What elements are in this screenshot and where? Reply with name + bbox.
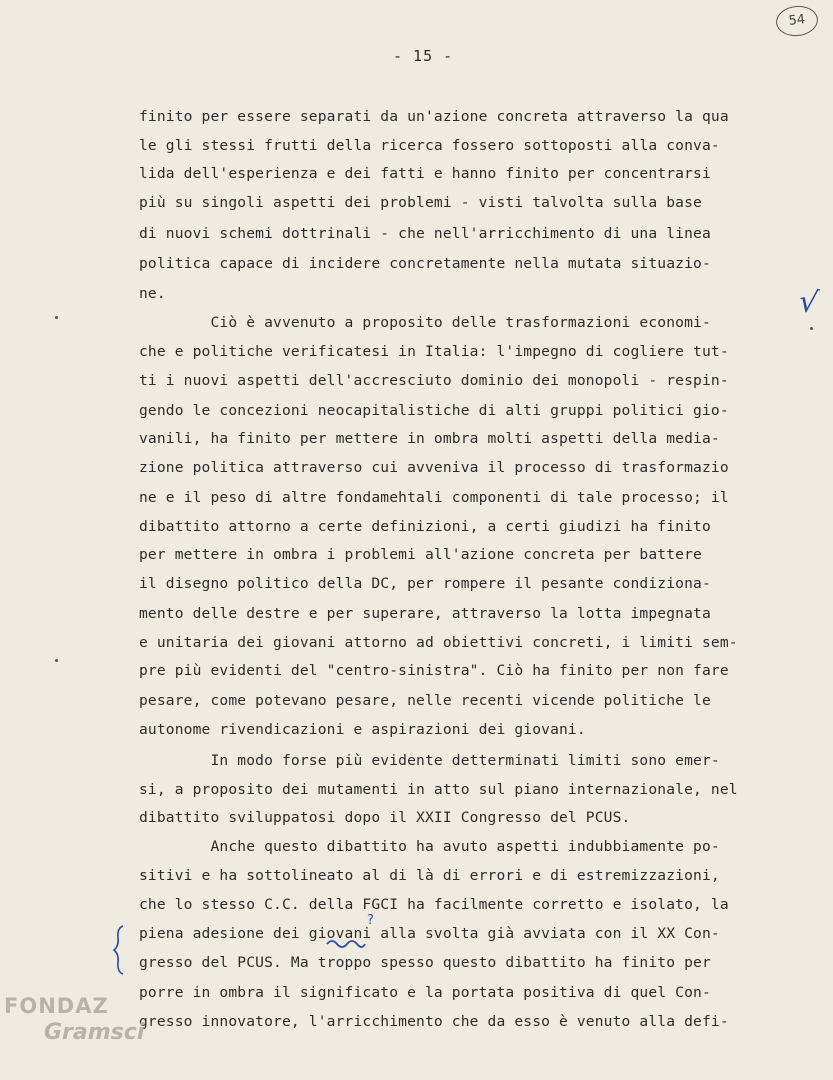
text-line: Anche questo dibattito ha avuto aspetti indubbiamente po- bbox=[139, 838, 720, 855]
text-line: gresso del PCUS. Ma troppo spesso questo dibattito ha finito per bbox=[139, 954, 711, 971]
text-line: mento delle destre e per superare, attraverso la lotta impegnata bbox=[139, 605, 711, 622]
text-line: si, a proposito dei mutamenti in atto sul piano internazionale, nel bbox=[139, 781, 738, 798]
text-line: Ciò è avvenuto a proposito delle trasformazioni economi- bbox=[139, 314, 711, 331]
text-line: le gli stessi frutti della ricerca fossero sottoposti alla conva- bbox=[139, 137, 720, 154]
text-line: che e politiche verificatesi in Italia: l'impegno di cogliere tut- bbox=[139, 343, 729, 360]
text-line: che lo stesso C.C. della FGCI ha facilmente corretto e isolato, la bbox=[139, 896, 729, 913]
text-line: dibattito sviluppatosi dopo il XXII Congresso del PCUS. bbox=[139, 809, 631, 826]
text-line: e unitaria dei giovani attorno ad obiettivi concreti, i limiti sem- bbox=[139, 634, 738, 651]
text-line: In modo forse più evidente detterminati limiti sono emer- bbox=[139, 752, 720, 769]
text-line: autonome rivendicazioni e aspirazioni dei giovani. bbox=[139, 721, 586, 738]
margin-brace-icon bbox=[112, 924, 126, 976]
text-line: ti i nuovi aspetti dell'accresciuto dominio dei monopoli - respin- bbox=[139, 372, 729, 389]
check-mark-annotation: √ bbox=[796, 283, 821, 322]
text-line: ne e il peso di altre fondamehtali componenti di tale processo; il bbox=[139, 489, 729, 506]
text-line: per mettere in ombra i problemi all'azione concreta per battere bbox=[139, 546, 702, 563]
question-mark-annotation: ? bbox=[367, 913, 374, 928]
text-line: pesare, come potevano pesare, nelle recenti vicende politiche le bbox=[139, 692, 711, 709]
text-line: gendo le concezioni neocapitalistiche di alti gruppi politici gio- bbox=[139, 402, 729, 419]
text-line: politica capace di incidere concretamente nella mutata situazio- bbox=[139, 255, 711, 272]
text-line: gresso innovatore, l'arricchimento che da esso è venuto alla defi- bbox=[139, 1013, 729, 1030]
text-line: il disegno politico della DC, per rompere il pesante condiziona- bbox=[139, 575, 711, 592]
watermark-logo: FONDAZ bbox=[4, 994, 109, 1018]
text-line: sitivi e ha sottolineato al di là di errori e di estremizzazioni, bbox=[139, 867, 720, 884]
text-line: ne. bbox=[139, 285, 166, 302]
archive-number-stamp: 54 bbox=[775, 4, 820, 38]
margin-dot bbox=[55, 659, 58, 662]
text-line: piena adesione dei giovani alla svolta già avviata con il XX Con- bbox=[139, 925, 720, 942]
page-number: - 15 - bbox=[393, 47, 454, 65]
text-line: più su singoli aspetti dei problemi - visti talvolta sulla base bbox=[139, 194, 702, 211]
squiggle-underline-icon bbox=[326, 938, 366, 950]
margin-dot bbox=[810, 327, 813, 330]
text-line: vanili, ha finito per mettere in ombra molti aspetti della media- bbox=[139, 430, 720, 447]
text-line: lida dell'esperienza e dei fatti e hanno finito per concentrarsi bbox=[139, 165, 711, 182]
text-line: pre più evidenti del "centro-sinistra". Ciò ha finito per non fare bbox=[139, 662, 729, 679]
text-line: dibattito attorno a certe definizioni, a certi giudizi ha finito bbox=[139, 518, 711, 535]
text-line: finito per essere separati da un'azione concreta attraverso la qua bbox=[139, 108, 729, 125]
margin-dot bbox=[55, 316, 58, 319]
text-line: zione politica attraverso cui avveniva il processo di trasformazio bbox=[139, 459, 729, 476]
text-line: porre in ombra il significato e la portata positiva di quel Con- bbox=[139, 984, 711, 1001]
text-line: di nuovi schemi dottrinali - che nell'arricchimento di una linea bbox=[139, 225, 711, 242]
watermark-logo-script: Gramsci bbox=[44, 1020, 145, 1045]
